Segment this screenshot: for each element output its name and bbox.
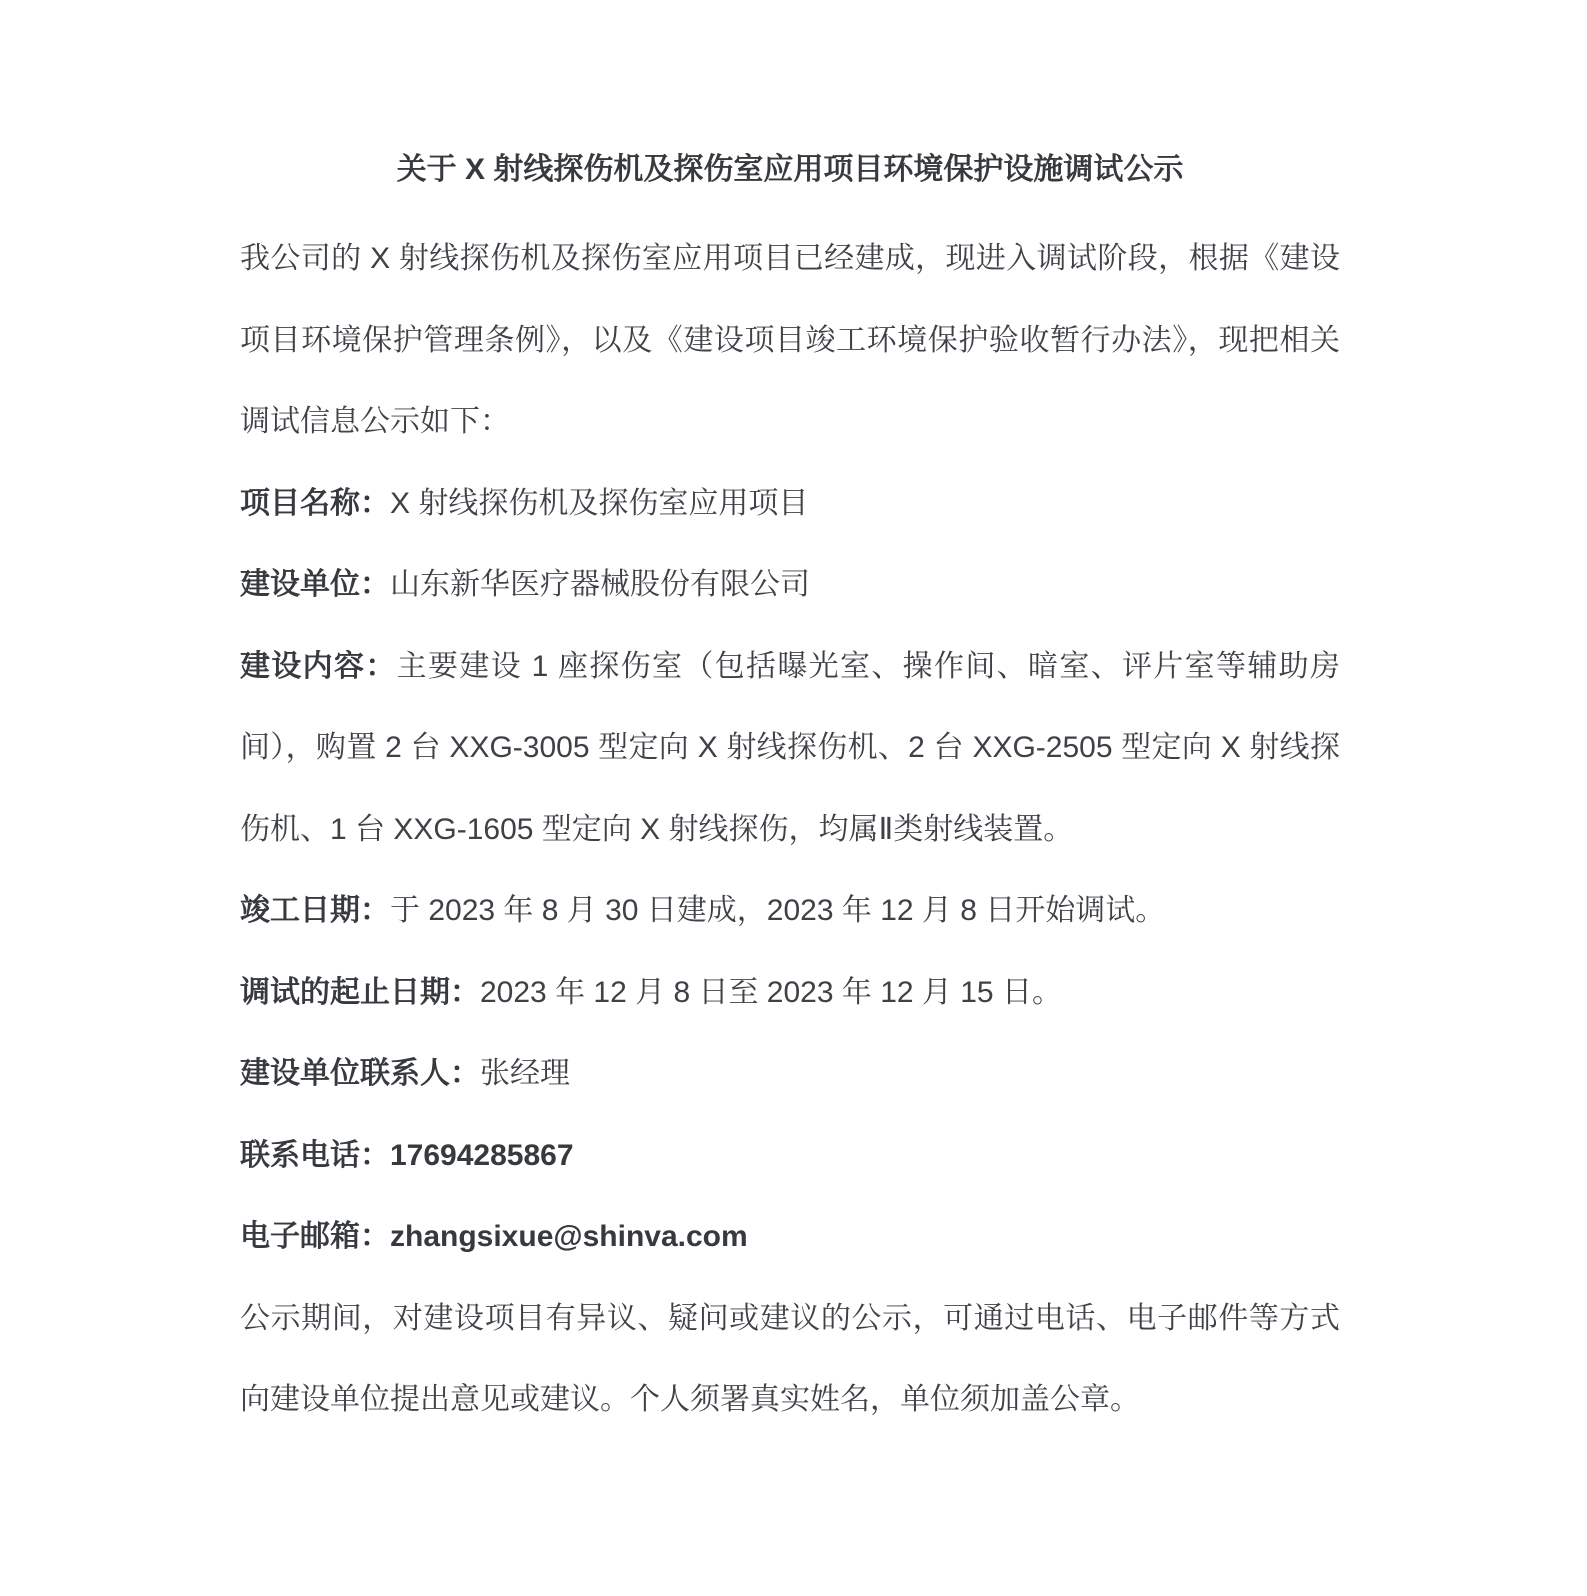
notice-document — [240, 129, 1340, 1441]
field-value-construction-unit: 山东新华医疗器械股份有限公司 — [390, 568, 810, 601]
page-title: 关于 X 射线探伤机及探伤室应用项目环境保护设施调试公示 — [396, 153, 1184, 186]
field-construction-content — [240, 626, 1340, 871]
field-value-completion-date: 于 2023 年 8 月 30 日建成，2023 年 12 月 8 日开始调试。 — [390, 894, 1166, 927]
field-label-email: 电子邮箱： — [240, 1220, 390, 1253]
field-value-contact-phone: 17694285867 — [390, 1138, 574, 1172]
field-completion-date — [240, 870, 1340, 952]
field-label-debug-period: 调试的起止日期： — [240, 975, 480, 1009]
field-contact-person — [240, 1033, 1340, 1115]
field-debug-period — [240, 952, 1340, 1034]
field-label-contact-phone: 联系电话： — [240, 1138, 390, 1172]
intro-paragraph: 我公司的 X 射线探伤机及探伤室应用项目已经建成，现进入调试阶段，根据《建设项目环境保护管理条例》，以及《建设项目竣工环境保护验收暂行办法》，现把相关调试信息公示如下： — [240, 242, 1340, 438]
field-label-project-name: 项目名称： — [240, 486, 390, 520]
field-contact-phone — [240, 1115, 1340, 1197]
closing-paragraph: 公示期间，对建设项目有异议、疑问或建议的公示，可通过电话、电子邮件等方式向建设单位提出意见或建议。个人须署真实姓名，单位须加盖公章。 — [240, 1301, 1340, 1416]
field-value-project-name: X 射线探伤机及探伤室应用项目 — [390, 486, 809, 520]
field-project-name — [240, 463, 1340, 545]
field-label-completion-date: 竣工日期： — [240, 894, 390, 927]
field-construction-unit — [240, 544, 1340, 626]
field-label-construction-unit: 建设单位： — [240, 568, 390, 601]
field-label-construction-content: 建设内容： — [240, 649, 397, 683]
field-email — [240, 1196, 1340, 1278]
field-value-construction-content: 主要建设 1 座探伤室（包括曝光室、操作间、暗室、评片室等辅助房间），购置 2 台 XXG-3005 型定向 X 射线探伤机、2 台 XXG-2505 型定向 X 射线探伤机、1 台 XXG-1605 型定向 X 射线探伤，均属Ⅱ类射线装置。 — [240, 649, 1341, 846]
field-value-debug-period: 2023 年 12 月 8 日至 2023 年 12 月 15 日。 — [480, 975, 1062, 1009]
field-label-contact-person: 建设单位联系人： — [240, 1057, 480, 1090]
field-value-email: zhangsixue@shinva.com — [390, 1220, 748, 1253]
field-value-contact-person: 张经理 — [480, 1057, 570, 1090]
